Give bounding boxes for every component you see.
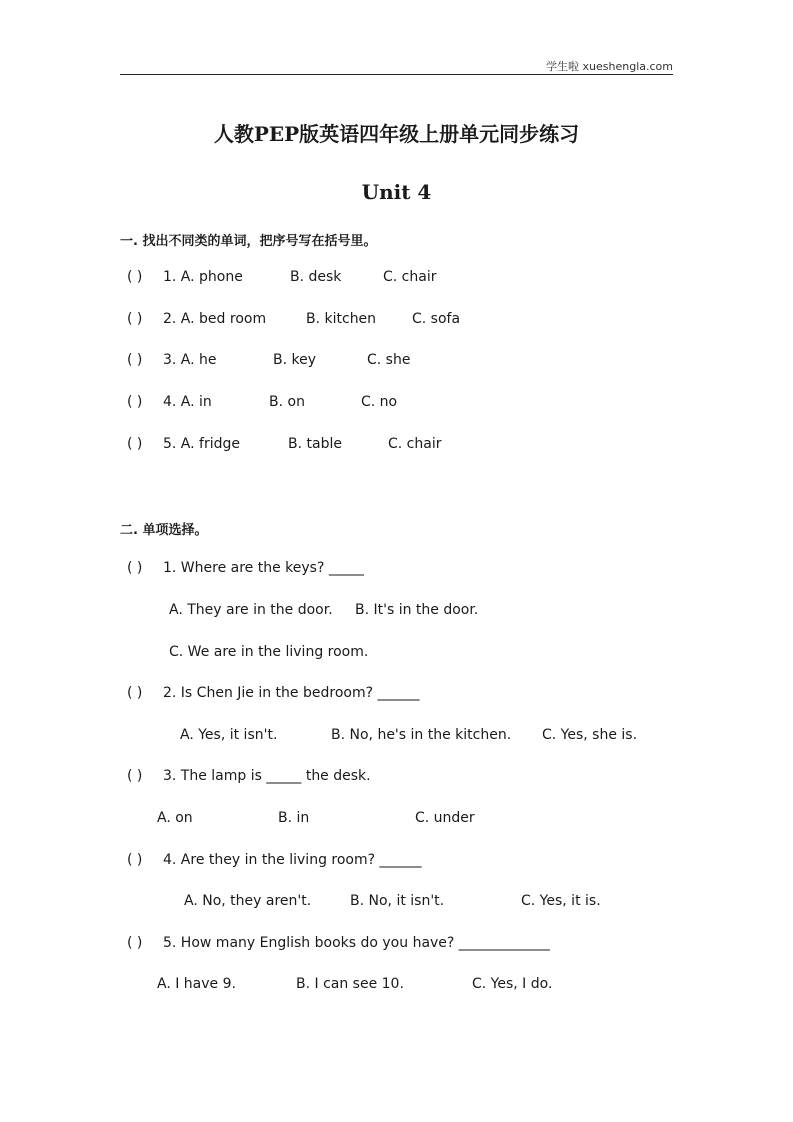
option-c: C. no <box>361 394 398 410</box>
question-text: 1. Where are the keys? _____ <box>163 560 364 576</box>
option-b: B. on <box>269 394 305 410</box>
section2-heading: 二. 单项选择。 <box>120 523 208 538</box>
answer-paren: ( ) <box>127 685 143 701</box>
option-b: B. in <box>278 810 310 826</box>
option-a: A. They are in the door. <box>169 602 333 618</box>
option-c: C. We are in the living room. <box>169 644 369 660</box>
option-c: C. under <box>415 810 475 826</box>
answer-paren: ( ) <box>127 768 143 784</box>
option-a: A. No, they aren't. <box>184 893 312 909</box>
option-c: C. Yes, it is. <box>521 893 601 909</box>
option-a: 1. A. phone <box>163 269 243 285</box>
answer-paren: ( ) <box>127 436 143 452</box>
option-a: A. I have 9. <box>157 976 236 992</box>
answer-paren: ( ) <box>127 935 143 951</box>
option-b: B. desk <box>290 269 342 285</box>
option-c: C. she <box>367 352 411 368</box>
option-a: 3. A. he <box>163 352 217 368</box>
section1-heading: 一. 找出不同类的单词，把序号写在括号里。 <box>120 234 377 249</box>
option-c: C. chair <box>383 269 437 285</box>
option-a: 5. A. fridge <box>163 436 240 452</box>
option-b: B. It's in the door. <box>355 602 479 618</box>
option-c: C. sofa <box>412 311 461 327</box>
question-text: 5. How many English books do you have? _____________ <box>163 935 550 951</box>
option-a: A. Yes, it isn't. <box>180 727 278 743</box>
option-b: B. No, it isn't. <box>350 893 445 909</box>
option-c: C. Yes, she is. <box>542 727 638 743</box>
option-b: B. kitchen <box>306 311 377 327</box>
option-c: C. chair <box>388 436 442 452</box>
option-a: A. on <box>157 810 193 826</box>
option-c: C. Yes, I do. <box>472 976 553 992</box>
header-rule <box>120 74 673 75</box>
option-b: B. table <box>288 436 342 452</box>
answer-paren: ( ) <box>127 269 143 285</box>
answer-paren: ( ) <box>127 394 143 410</box>
option-b: B. key <box>273 352 317 368</box>
answer-paren: ( ) <box>127 352 143 368</box>
option-b: B. No, he's in the kitchen. <box>331 727 512 743</box>
answer-paren: ( ) <box>127 560 143 576</box>
unit-title: Unit 4 <box>361 180 432 204</box>
option-b: B. I can see 10. <box>296 976 404 992</box>
answer-paren: ( ) <box>127 311 143 327</box>
option-a: 2. A. bed room <box>163 311 267 327</box>
header-site: 学生啦 xueshengla.com <box>546 60 673 73</box>
option-a: 4. A. in <box>163 394 212 410</box>
answer-paren: ( ) <box>127 852 143 868</box>
question-text: 3. The lamp is _____ the desk. <box>163 768 371 784</box>
question-text: 4. Are they in the living room? ______ <box>163 852 422 868</box>
page-title: 人教PEP版英语四年级上册单元同步练习 <box>213 122 580 146</box>
question-text: 2. Is Chen Jie in the bedroom? ______ <box>163 685 420 701</box>
